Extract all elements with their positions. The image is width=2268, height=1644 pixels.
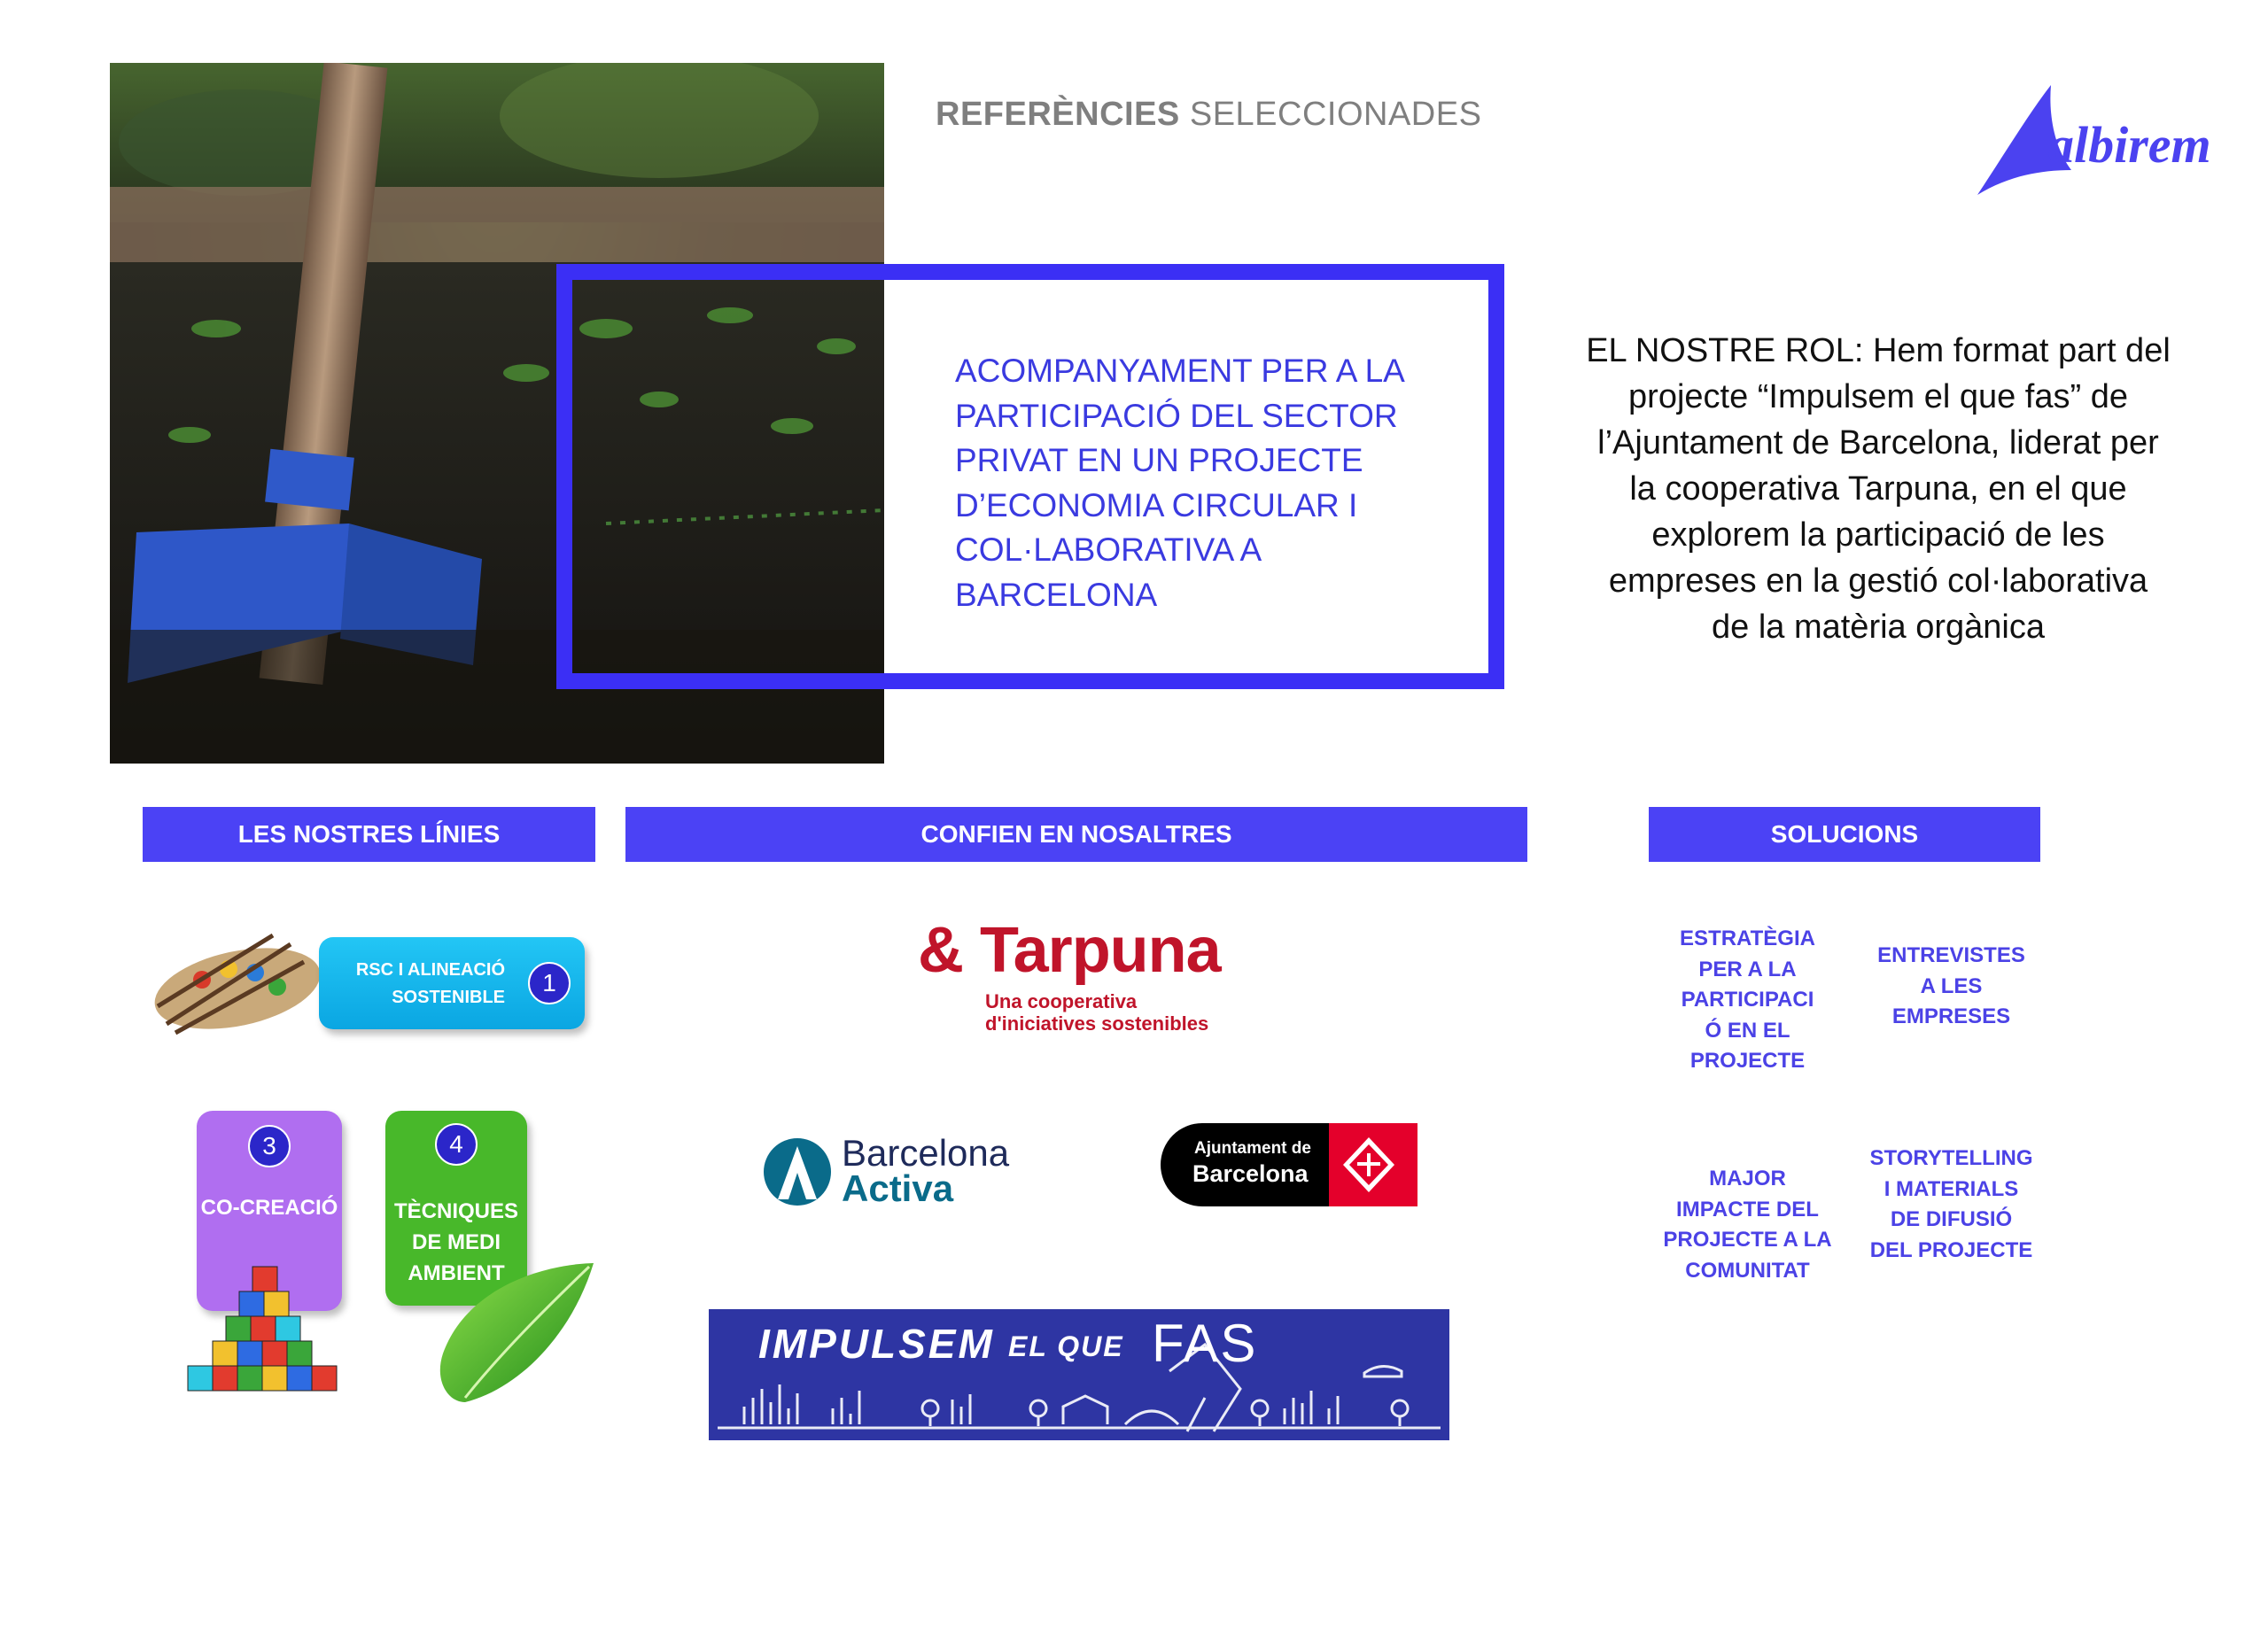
page-heading [936, 96, 1481, 134]
solution-community-impact [1657, 1164, 1838, 1286]
solution-4-line-2: I MATERIALS [1884, 1176, 2019, 1201]
tarpuna-tagline-1: Una cooperativa [985, 990, 1138, 1012]
barcelona-activa-icon [762, 1137, 833, 1206]
paint-palette-icon [149, 918, 326, 1042]
line-number-3: 3 [248, 1125, 291, 1167]
line-rsc-sustainable [319, 937, 585, 1029]
solution-4-line-1: STORYTELLING [1869, 1146, 2033, 1170]
line-rsc-label [346, 957, 505, 1012]
tarpuna-logo: & Tarpuna [918, 915, 1221, 986]
solution-participation-strategy [1657, 924, 1838, 1077]
solution-3-line-3: PROJECTE A LA [1663, 1228, 1832, 1252]
solution-3-line-4: COMUNITAT [1685, 1258, 1810, 1283]
line-number-1: 1 [528, 962, 571, 1004]
solution-3-line-1: MAJOR [1709, 1167, 1786, 1190]
solution-1-line-4: Ó EN EL [1705, 1018, 1790, 1043]
solution-1-line-3: PARTICIPACI [1681, 988, 1814, 1012]
solution-2-line-2: A LES [1920, 973, 1983, 998]
line-environmental-label-1: TÈCNIQUES [393, 1199, 518, 1223]
section-bar-solutions: SOLUCIONS [1649, 807, 2040, 862]
ajuntament-logo-text-2: Barcelona [1192, 1160, 1309, 1187]
impulsem-text-2: EL QUE [1008, 1330, 1124, 1362]
solution-4-line-3: DE DIFUSIÓ [1890, 1207, 2013, 1231]
page-heading-bold: REFERÈNCIES [936, 96, 1180, 133]
project-title: ACOMPANYAMENT PER A LA PARTICIPACIÓ DEL SECTOR PRIVAT EN UN PROJECTE D’ECONOMIA CIRCULAR I COL·LABORATIVA A BARCELONA [955, 353, 1403, 613]
our-role-text: EL NOSTRE ROL: Hem format part del projecte “Impulsem el que fas” de l’Ajuntament de Barcelona, liderat per la cooperativa Tarpuna, en el que explorem la participació de les empreses en la gestió col·laborativa de la matèria orgànica [1586, 332, 2171, 646]
section-bar-lines: LES NOSTRES LÍNIES [143, 807, 595, 862]
solution-3-line-2: IMPACTE DEL [1676, 1197, 1819, 1221]
solution-storytelling-materials [1860, 1144, 2042, 1266]
line-cocreation-label: CO-CREACIÓ [200, 1196, 338, 1220]
line-number-4: 4 [435, 1123, 478, 1166]
impulsem-text-3: FAS [1152, 1314, 1258, 1373]
solution-2-line-1: ENTREVISTES [1877, 943, 2025, 967]
impulsem-text-1: IMPULSEM [758, 1321, 995, 1367]
page-heading-rest: SELECCIONADES [1189, 96, 1482, 133]
albirem-logo-text: albirem [2048, 116, 2211, 174]
albirem-logo [1967, 78, 2211, 202]
line-environmental-label-2: DE MEDI [411, 1230, 501, 1254]
line-rsc-label-2: SOSTENIBLE [392, 988, 505, 1007]
solution-company-interviews [1860, 941, 2042, 1033]
solution-4-line-4: DEL PROJECTE [1869, 1237, 2033, 1262]
ajuntament-barcelona-logo [1161, 1123, 1418, 1206]
impulsem-el-que-fas-banner [709, 1309, 1449, 1440]
tarpuna-tagline-2: d'iniciatives sostenibles [985, 1012, 1209, 1035]
barcelona-activa-logo-text-2: Activa [842, 1167, 954, 1209]
line-rsc-label-1: RSC I ALINEACIÓ [355, 960, 505, 980]
toy-blocks-icon [186, 1265, 354, 1398]
section-bar-trust: CONFIEN EN NOSALTRES [625, 807, 1527, 862]
ajuntament-logo-text-1: Ajuntament de [1194, 1139, 1311, 1158]
solution-2-line-3: EMPRESES [1891, 1004, 2011, 1028]
tarpuna-tagline [985, 990, 1208, 1035]
solution-1-line-5: PROJECTE [1689, 1049, 1806, 1073]
line-environmental-label-3: AMBIENT [408, 1261, 505, 1285]
barcelona-crest-icon [1340, 1136, 1398, 1194]
leaf-icon [430, 1256, 598, 1407]
solution-1-line-1: ESTRATÈGIA [1680, 927, 1815, 950]
barcelona-activa-logo-text-1: Barcelona [842, 1132, 1010, 1174]
solution-1-line-2: PER A LA [1698, 957, 1797, 981]
